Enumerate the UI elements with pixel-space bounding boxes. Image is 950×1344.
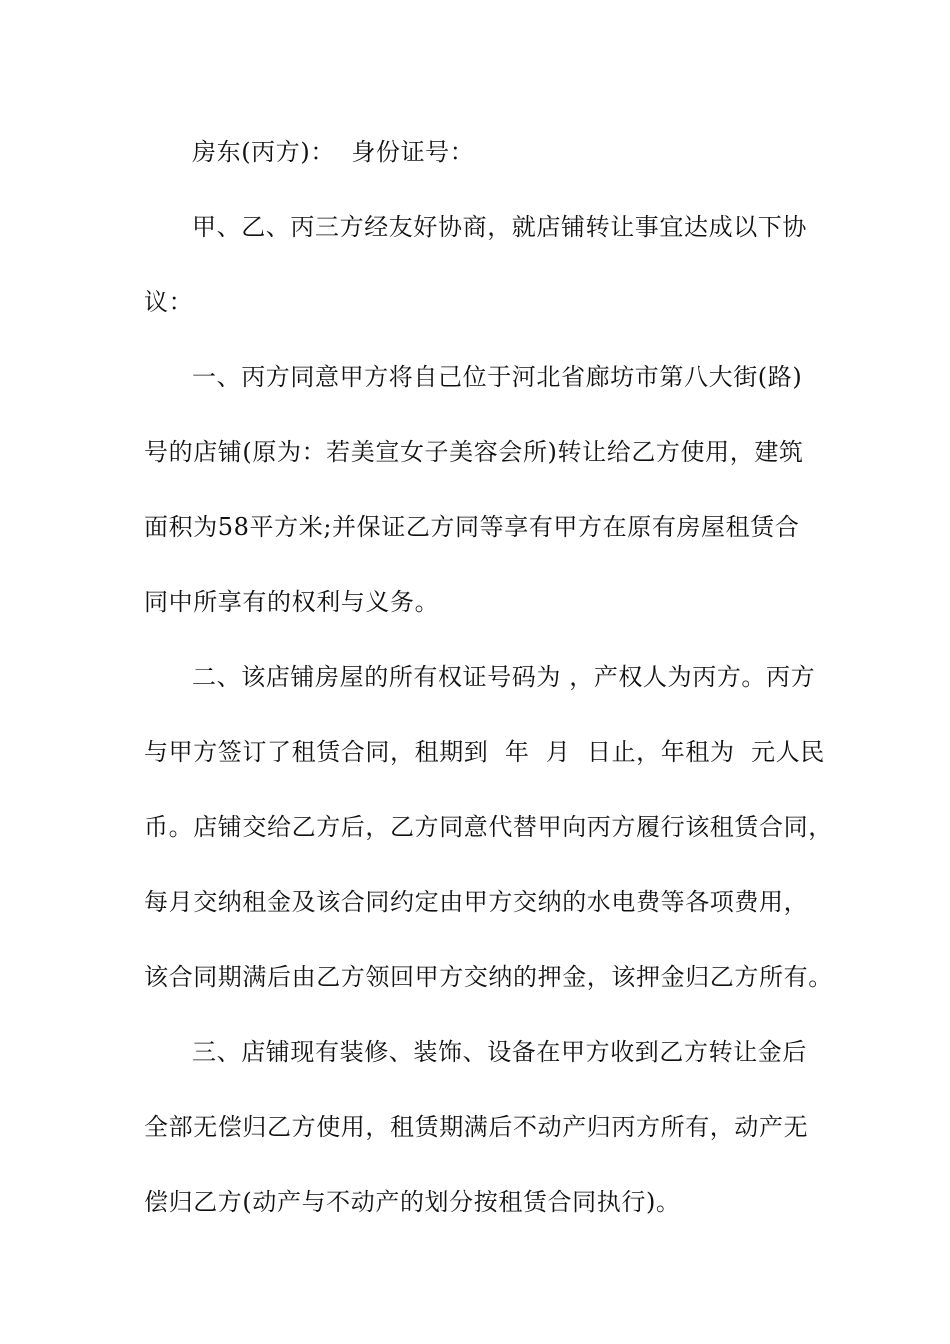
clause-1-line-1: 一、丙方同意甲方将自己位于河北省廊坊市第八大街(路) — [192, 363, 803, 391]
paragraph-intro-line-2: 议： — [144, 288, 194, 316]
clause-2-line-5: 该合同期满后由乙方领回甲方交纳的押金，该押金归乙方所有。 — [144, 963, 833, 991]
clause-1-line-2: 号的店铺(原为：若美宣女子美容会所)转让给乙方使用，建筑 — [144, 438, 804, 466]
clause-2-line-2: 与甲方签订了租赁合同，租期到 年 月 日止，年租为 元人民 — [144, 738, 825, 766]
paragraph-intro-line-1: 甲、乙、丙三方经友好协商，就店铺转让事宜达成以下协 — [192, 213, 807, 241]
clause-2-line-4: 每月交纳租金及该合同约定由甲方交纳的水电费等各项费用， — [144, 888, 809, 916]
clause-1-line-3: 面积为58平方米;并保证乙方同等享有甲方在原有房屋租赁合 — [144, 513, 800, 541]
clause-2-line-3: 币。店铺交给乙方后，乙方同意代替甲向丙方履行该租赁合同， — [144, 813, 833, 841]
landlord-id-line: 房东(丙方)： 身份证号： — [192, 138, 475, 166]
clause-1-line-4: 同中所享有的权利与义务。 — [144, 588, 440, 616]
clause-3-line-1: 三、店铺现有装修、装饰、设备在甲方收到乙方转让金后 — [192, 1038, 807, 1066]
clause-3-line-3: 偿归乙方(动产与不动产的划分按租赁合同执行)。 — [144, 1188, 681, 1216]
clause-2-line-1: 二、该店铺房屋的所有权证号码为 ，产权人为丙方。丙方 — [192, 663, 816, 691]
clause-3-line-2: 全部无偿归乙方使用，租赁期满后不动产归丙方所有，动产无 — [144, 1113, 809, 1141]
